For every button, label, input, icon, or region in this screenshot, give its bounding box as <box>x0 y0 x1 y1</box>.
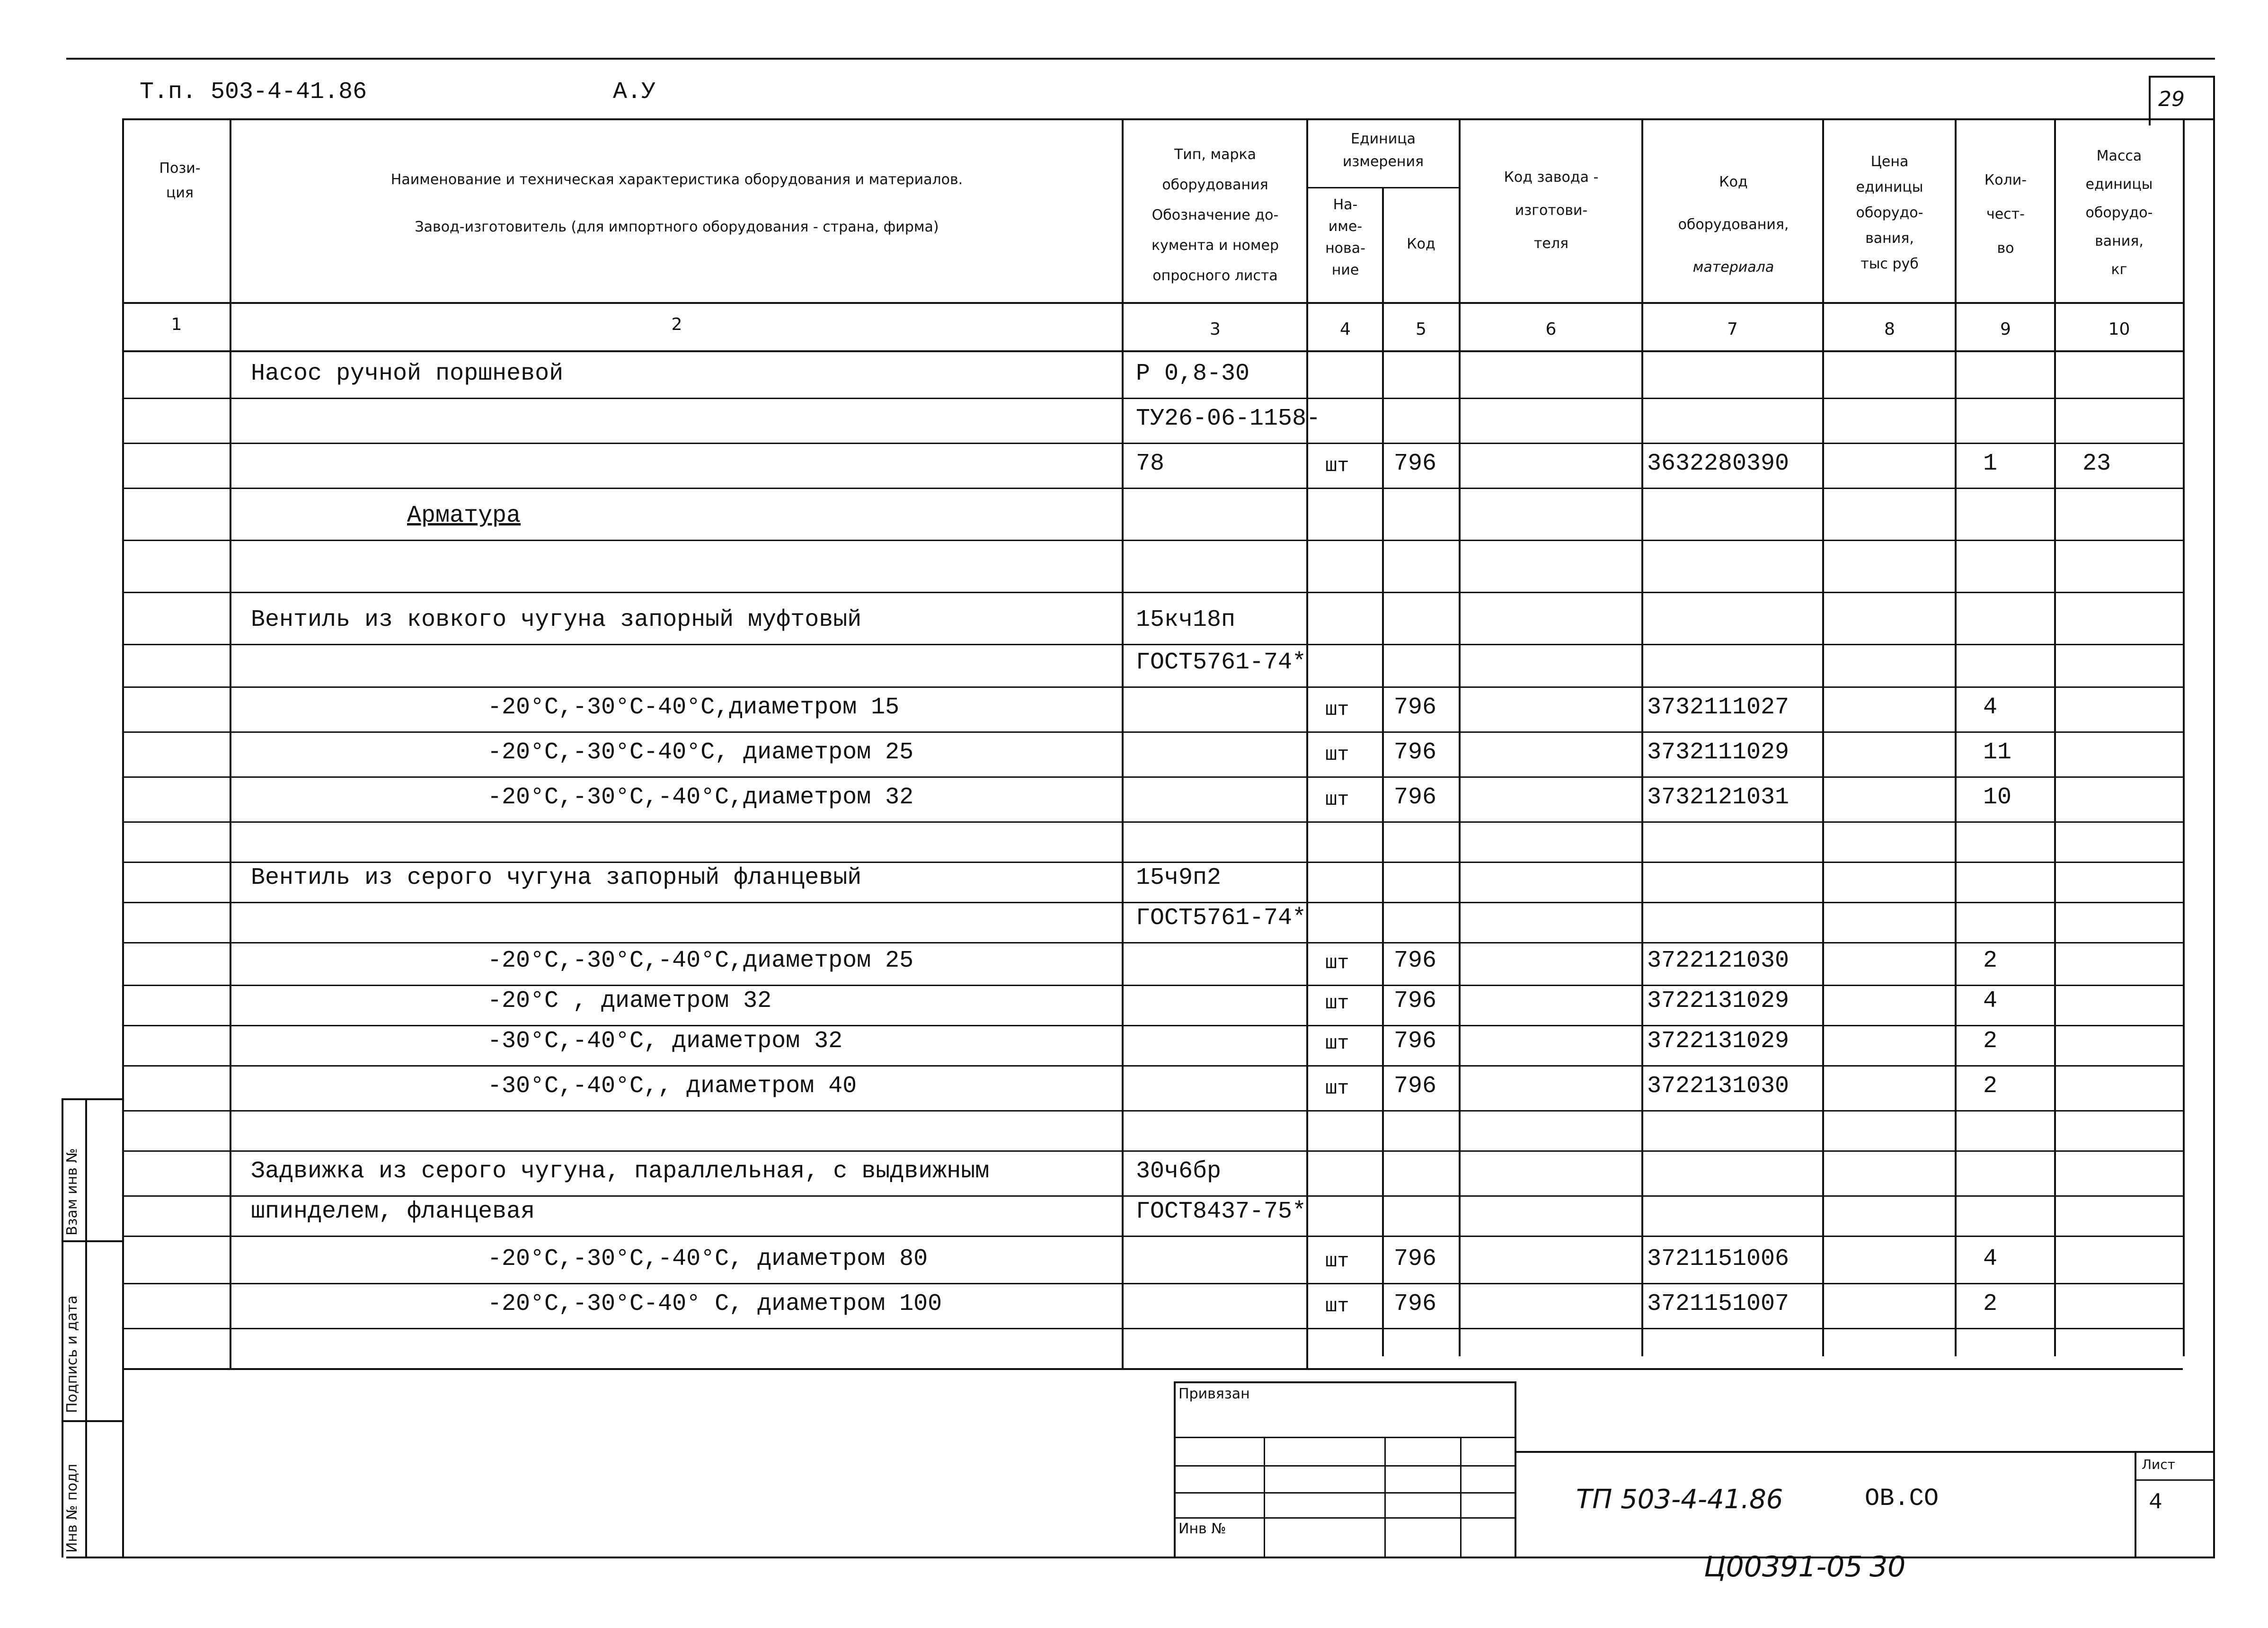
row-equipment-code: 3721151006 <box>1647 1245 1790 1272</box>
row-separator <box>122 443 2183 444</box>
row-equipment-code: 3722131029 <box>1647 987 1790 1014</box>
side-label-inv-podl: Инв № подл <box>64 1464 80 1553</box>
col8-title: Цена единицы оборудо- вания, тыс руб <box>1856 153 1923 272</box>
row-unit: шт <box>1325 992 1349 1014</box>
row-unit: шт <box>1325 1250 1349 1272</box>
row-name: -20°С,-30°С,-40°С, диаметром 80 <box>487 1245 928 1272</box>
row-quantity: 2 <box>1983 947 1998 974</box>
row-unit: шт <box>1325 454 1349 477</box>
row-name: -20°С,-30°С-40° С, диаметром 100 <box>487 1290 942 1317</box>
row-quantity: 2 <box>1983 1073 1998 1100</box>
row-separator <box>122 985 2183 986</box>
row-unit-code: 796 <box>1394 694 1437 721</box>
sheet-corner-number: 29 <box>2158 87 2185 111</box>
row-quantity: 4 <box>1983 1245 1998 1272</box>
row-name: Арматура <box>407 502 521 529</box>
side-strip-div2 <box>62 1420 122 1422</box>
header-bottom <box>122 302 2183 304</box>
row-type: Р 0,8-30 <box>1136 360 1250 387</box>
row-unit-code: 796 <box>1394 450 1437 477</box>
row-type: 15ч9п2 <box>1136 864 1222 891</box>
row-separator <box>122 776 2183 778</box>
row-unit-code: 796 <box>1394 947 1437 974</box>
row-unit: шт <box>1325 952 1349 974</box>
row-name: -20°С,-30°С-40°С,диаметром 15 <box>487 694 900 721</box>
stamp-privyazan: Привязан <box>1178 1386 1250 1402</box>
colnum-9: 9 <box>2000 320 2011 339</box>
row-separator <box>122 902 2183 903</box>
frame-right <box>2213 76 2215 1557</box>
row-unit-code: 796 <box>1394 1290 1437 1317</box>
row-unit-code: 796 <box>1394 1028 1437 1055</box>
colnum-4: 4 <box>1340 320 1351 339</box>
stamp-row-1 <box>1174 1437 1515 1438</box>
row-name: Насос ручной поршневой <box>251 360 564 387</box>
footer-number: 30 <box>1869 1550 1906 1584</box>
row-unit: шт <box>1325 1032 1349 1055</box>
stamp-col-2 <box>1384 1437 1386 1557</box>
frame-top <box>122 118 2215 120</box>
side-strip-outer <box>62 1098 63 1557</box>
row-name: шпинделем, фланцевая <box>251 1198 535 1225</box>
row-type: 30ч6бр <box>1136 1158 1222 1185</box>
stamp-row-3 <box>1174 1492 1515 1494</box>
stamp-col-1 <box>1264 1437 1265 1557</box>
col-line-5 <box>1459 118 1461 1356</box>
corner-box-top <box>2149 76 2215 78</box>
row-equipment-code: 3722131030 <box>1647 1073 1790 1100</box>
row-name: -20°С,-30°С,-40°С,диаметром 32 <box>487 784 914 811</box>
row-separator <box>122 731 2183 733</box>
row-equipment-code: 3722121030 <box>1647 947 1790 974</box>
col-line-10 <box>2183 118 2185 1356</box>
row-type: ГОСТ5761-74* <box>1136 649 1307 676</box>
col9-title: Коли- чест- во <box>1984 172 2027 257</box>
title-block-top <box>1515 1451 2215 1453</box>
col-line-9 <box>2054 118 2056 1356</box>
row-unit: шт <box>1325 1077 1349 1100</box>
colnum-10: 10 <box>2108 320 2130 339</box>
col4-title: На- име- нова- ние <box>1325 196 1365 278</box>
row-separator <box>122 1236 2183 1237</box>
row-separator <box>122 540 2183 541</box>
row-equipment-code: 3732111027 <box>1647 694 1790 721</box>
body-bottom <box>122 1368 2183 1370</box>
row-unit: шт <box>1325 1295 1349 1317</box>
row-unit: шт <box>1325 743 1349 766</box>
row-name: Вентиль из серого чугуна запорный фланцевый <box>251 864 862 891</box>
row-equipment-code: 3632280390 <box>1647 450 1790 477</box>
row-separator <box>122 1150 2183 1152</box>
row-quantity: 1 <box>1983 450 1998 477</box>
doc-suffix: ОВ.СО <box>1865 1485 1939 1512</box>
row-separator <box>122 942 2183 943</box>
stamp-col-3 <box>1460 1437 1462 1557</box>
stamp-small-top <box>1174 1381 1515 1383</box>
side-label-sign-date: Подпись и дата <box>64 1295 80 1413</box>
footer-code: Ц00391-05 <box>1704 1550 1863 1584</box>
side-strip-inner <box>85 1098 87 1557</box>
row-type: 78 <box>1136 450 1165 477</box>
row-quantity: 2 <box>1983 1028 1998 1055</box>
side-strip-div1 <box>62 1240 122 1242</box>
row-mass: 23 <box>2082 450 2111 477</box>
row-type: ГОСТ8437-75* <box>1136 1198 1307 1225</box>
colnum-6: 6 <box>1545 320 1557 339</box>
col5-title: Код <box>1407 236 1435 252</box>
colnum-bottom <box>122 350 2183 352</box>
row-type: ТУ26-06-1158- <box>1136 405 1321 432</box>
row-separator <box>122 488 2183 489</box>
colnum-2: 2 <box>671 315 682 334</box>
section-label: А.У <box>613 79 656 106</box>
row-unit: шт <box>1325 698 1349 721</box>
col-line-1 <box>230 118 231 1368</box>
row-name: -30°С,-40°С,, диаметром 40 <box>487 1073 857 1100</box>
row-type: ГОСТ5761-74* <box>1136 905 1307 932</box>
row-unit-code: 796 <box>1394 739 1437 766</box>
stamp-inv-no: Инв № <box>1178 1521 1226 1537</box>
stamp-small-left <box>1174 1381 1176 1557</box>
col-line-6 <box>1641 118 1643 1356</box>
row-quantity: 4 <box>1983 694 1998 721</box>
list-box-div <box>2135 1479 2215 1481</box>
row-separator <box>122 644 2183 645</box>
list-number: 4 <box>2149 1490 2162 1515</box>
col-line-2 <box>1122 118 1124 1368</box>
row-unit-code: 796 <box>1394 987 1437 1014</box>
list-box-left <box>2135 1451 2136 1557</box>
col-line-3 <box>1306 118 1308 1368</box>
row-unit: шт <box>1325 788 1349 811</box>
stamp-row-4 <box>1174 1517 1515 1519</box>
row-quantity: 11 <box>1983 739 2012 766</box>
row-separator <box>122 862 2183 863</box>
row-quantity: 4 <box>1983 987 1998 1014</box>
row-equipment-code: 3732121031 <box>1647 784 1790 811</box>
row-separator <box>122 592 2183 593</box>
list-label: Лист <box>2142 1457 2175 1472</box>
colnum-8: 8 <box>1884 320 1895 339</box>
top-rule <box>66 58 2215 60</box>
unit-group-title: Единица измерения <box>1342 131 1424 170</box>
row-equipment-code: 3721151007 <box>1647 1290 1790 1317</box>
row-separator <box>122 1283 2183 1284</box>
col2-title: Наименование и техническая характеристика оборудования и материалов. Завод-изготовитель (для импортного оборудования - страна, фирма) <box>390 171 963 235</box>
row-quantity: 2 <box>1983 1290 1998 1317</box>
col-line-4 <box>1382 187 1384 1356</box>
row-name: -20°С,-30°С-40°С, диаметром 25 <box>487 739 914 766</box>
colnum-7: 7 <box>1727 320 1738 339</box>
doc-code: ТП 503-4-41.86 <box>1576 1484 1783 1515</box>
row-separator <box>122 686 2183 688</box>
row-name: -30°С,-40°С, диаметром 32 <box>487 1028 843 1055</box>
unit-group-divider <box>1306 187 1459 188</box>
row-separator <box>122 821 2183 823</box>
colnum-5: 5 <box>1416 320 1426 339</box>
row-name: -20°С,-30°С,-40°С,диаметром 25 <box>487 947 914 974</box>
col7-title: Код оборудования, материала <box>1678 174 1789 276</box>
stamp-small-right <box>1515 1381 1516 1557</box>
colnum-3: 3 <box>1210 320 1221 339</box>
row-name: Задвижка из серого чугуна, параллельная, с выдвижным <box>251 1158 990 1185</box>
row-separator <box>122 1328 2183 1329</box>
tp-label: Т.п. 503-4-41.86 <box>140 79 367 106</box>
colnum-1: 1 <box>171 315 182 334</box>
row-unit-code: 796 <box>1394 1245 1437 1272</box>
row-unit-code: 796 <box>1394 1073 1437 1100</box>
row-separator <box>122 1195 2183 1197</box>
row-separator <box>122 1065 2183 1067</box>
col3-title: Тип, марка оборудования Обозначение до- кумента и номер опросного листа <box>1151 146 1279 284</box>
row-name: -20°С , диаметром 32 <box>487 987 772 1014</box>
side-strip-top <box>62 1098 122 1100</box>
row-type: 15кч18п <box>1136 606 1236 633</box>
row-quantity: 10 <box>1983 784 2012 811</box>
row-separator <box>122 1110 2183 1112</box>
row-unit-code: 796 <box>1394 784 1437 811</box>
side-label-vzam-inv: Взам инв № <box>64 1148 80 1236</box>
row-name: Вентиль из ковкого чугуна запорный муфтовый <box>251 606 862 633</box>
row-separator <box>122 398 2183 399</box>
frame-left <box>122 118 124 1557</box>
row-equipment-code: 3722131029 <box>1647 1028 1790 1055</box>
stamp-row-2 <box>1174 1465 1515 1467</box>
row-equipment-code: 3732111029 <box>1647 739 1790 766</box>
col10-title: Масса единицы оборудо- вания, кг <box>2085 148 2153 278</box>
row-separator <box>122 1025 2183 1026</box>
col-line-7 <box>1822 118 1824 1356</box>
col1-title: Пози- ция <box>159 160 201 201</box>
col6-title: Код завода - изготови- теля <box>1504 169 1599 252</box>
col-line-8 <box>1955 118 1957 1356</box>
